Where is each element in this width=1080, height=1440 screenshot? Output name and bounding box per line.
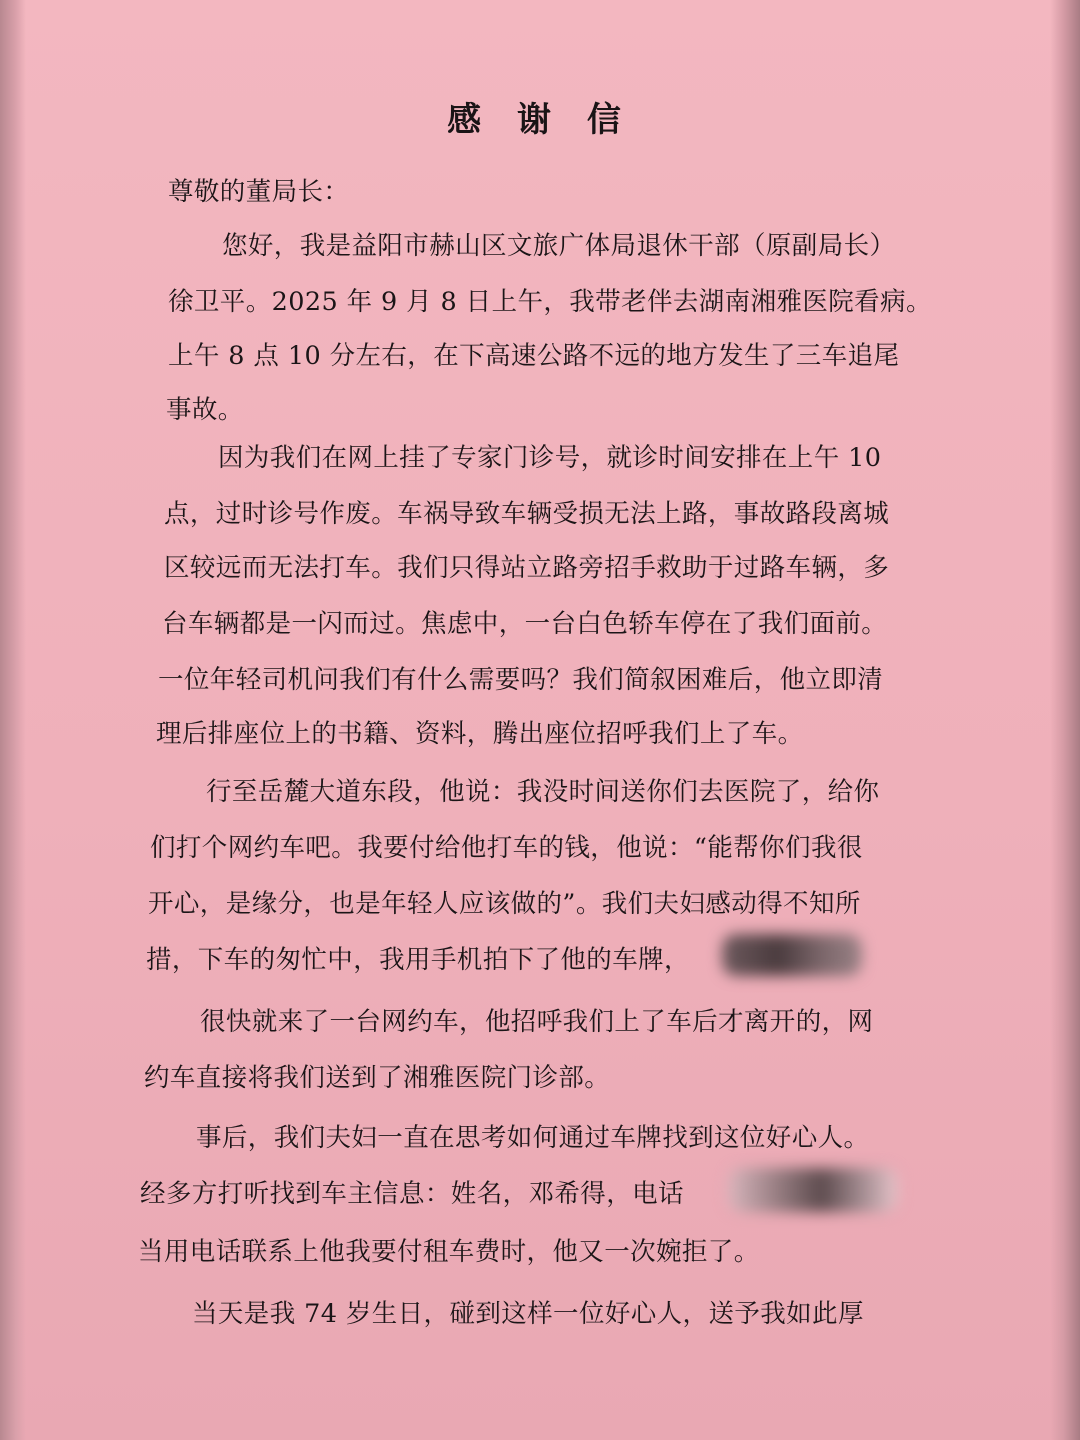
letter-line: 徐卫平。2025 年 9 月 8 日上午，我带老伴去湖南湘雅医院看病。 (168, 287, 932, 317)
letter-line: 们打个网约车吧。我要付给他打车的钱，他说：“能帮你们我很 (150, 833, 863, 863)
letter-line: 行至岳麓大道东段，他说：我没时间送你们去医院了，给你 (206, 777, 880, 807)
letter-line: 点，过时诊号作废。车祸导致车辆受损无法上路，事故路段离城 (164, 499, 890, 529)
page-right-shadow (1050, 0, 1080, 1440)
letter-line: 措，下车的匆忙中，我用手机拍下了他的车牌， (146, 945, 690, 975)
letter-line: 事故。 (166, 395, 244, 425)
redacted-plate-number (722, 934, 862, 976)
letter-line: 当用电话联系上他我要付租车费时，他又一次婉拒了。 (138, 1237, 760, 1267)
letter-line: 上午 8 点 10 分左右，在下高速公路不远的地方发生了三车追尾 (168, 341, 900, 371)
letter-line: 经多方打听找到车主信息：姓名，邓希得，电话 (140, 1179, 684, 1209)
letter-line: 区较远而无法打车。我们只得站立路旁招手救助于过路车辆，多 (164, 553, 890, 583)
page-left-shadow (0, 0, 26, 1440)
letter-line: 约车直接将我们送到了湘雅医院门诊部。 (144, 1063, 611, 1093)
letter-line: 因为我们在网上挂了专家门诊号，就诊时间安排在上午 10 (218, 443, 882, 473)
letter-line: 您好，我是益阳市赫山区文旅广体局退休干部（原副局长） (222, 231, 896, 261)
letter-line: 一位年轻司机问我们有什么需要吗？我们简叙困难后，他立即清 (158, 665, 884, 695)
letter-line: 事后，我们夫妇一直在思考如何通过车牌找到这位好心人。 (196, 1123, 870, 1153)
letter-line: 当天是我 74 岁生日，碰到这样一位好心人，送予我如此厚 (192, 1299, 864, 1329)
letter-line: 台车辆都是一闪而过。焦虑中，一台白色轿车停在了我们面前。 (162, 609, 888, 639)
letter-title: 感 谢 信 (447, 100, 633, 140)
letter-salutation: 尊敬的董局长： (168, 177, 350, 207)
letter-line: 很快就来了一台网约车，他招呼我们上了车后才离开的，网 (200, 1007, 874, 1037)
letter-line: 开心，是缘分，也是年轻人应该做的”。我们夫妇感动得不知所 (148, 889, 861, 919)
letter-line: 理后排座位上的书籍、资料，腾出座位招呼我们上了车。 (156, 719, 804, 749)
redacted-phone-number (728, 1168, 898, 1212)
